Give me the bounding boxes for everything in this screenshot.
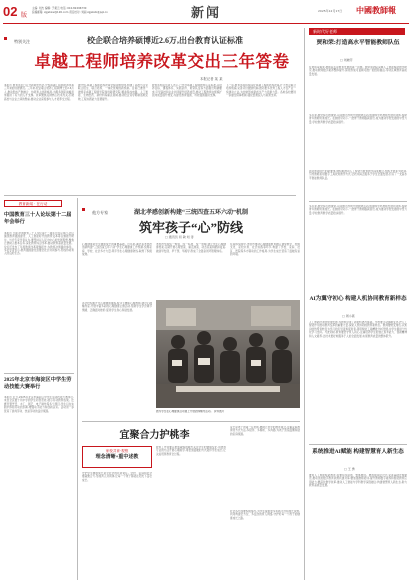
bullet-icon (4, 37, 7, 40)
sidebar-bottom-body: 推进人工智能赋能教育,需要系统谋划、整体推进。要加强顶层设计,完善基础设施建设,推动优质数字教育资源共建共享;要加强教师培训,提升教师数字素养和智能教育应用能力;要深化教学改革,推动人工智能与学科教学深度融合,构建智慧育人新生态,助力教育高质量发展。 (309, 474, 407, 488)
top-story-headline: 卓越工程师培养改革交出三年答卷 (34, 52, 290, 71)
editor-info-line2: 投稿邮箱: zgjsbxw@126.com 责任校对: 刘丽 zgjsbxb@jsjz.cn (32, 10, 108, 14)
page-unit: 版 (21, 12, 28, 19)
page-number: 02 (3, 4, 18, 19)
quote-text: 理念清晰+重中述教 (95, 455, 139, 460)
sidebar-top-body3: 面对智能时代的新要求,她积极推动人工智能与教育教学深度融合,组织开展系列培训,引导教师善用数字工具改进教学方式,让技术真正服务于学生全面发展,打造了一支高水平智能教师队伍。 (309, 170, 407, 180)
sidebar-bottom-byline: □ 王 勇 (344, 467, 355, 471)
paper-name: 中國教師報 (356, 6, 396, 15)
sidebar-top-byline: □ 刘晓芳 (340, 58, 353, 62)
sidebar-top-headline-text: 贾和荣:打造高水平智能教师队伍 (316, 40, 400, 46)
classroom-photo (156, 300, 300, 408)
center-story-byline: □ 通讯员 何 敏 刘 涛 (165, 235, 194, 239)
sidebar-top-body2: 多年来,她坚持扎根课堂,以问题为导向开展教研活动,组建跨学科教师发展共同体,帮助青年教师快速成长。在她的带动下,一批骨干教师脱颖而出,成为推动学校发展的中坚力量,学校教育教学质量稳步提升。 (309, 114, 407, 124)
center-story-col3-top: 在具体实践中,孝感市推动心理健康教育融入课堂教学、校园文化、家校共育、社会实践等环节,构建了学校、家庭、社区、医院等多方联动的工作格局,为学生成长营造了温暖有爱的环境。 (230, 243, 300, 257)
center-story-kicker: 湖北孝感创新构建“三统四查五环六动”机制 (133, 210, 248, 216)
left-column-divider (4, 373, 74, 374)
section-title: 新闻 (190, 5, 221, 20)
center-story-col2-top: 孝感市坚持统一规划、统一标准、统一管理,建立学生心理健康档案,定期开展心理普查、重点排查、动态巡查和跟踪复查,做到早发现、早干预、早疏导,形成了全链条闭环管理体系。 (156, 243, 226, 253)
masthead-rule (3, 23, 409, 24)
editor-info (32, 7, 182, 14)
sidebar-mid-body: 人工智能技术的快速发展,为教育带来了新的机遇与挑战。学校要主动拥抱变化,把人工智能作为推动教育变革的重要力量,探索人机协同的教育新样态。教师要转变角色,从知识的传授者转变为学习的引导者和促进者,善用智能工具精准分析学情,为学生提供个性化学习支持。与此同时,教育要坚守育人初心,注重培养学生的独立思考能力、创新精神和人文素养,让技术更好地服务于人的全面发展,实现教育质量的整体跃升。 (309, 321, 407, 338)
top-story-divider (4, 195, 296, 196)
top-story-col1: 本报讯 教育部近日召开新闻发布会,介绍卓越工程师培养改革三年来的进展情况。三年来,校企联合培养工程硕博士近2.6万人,推动形成产教融合、协同育人的新格局,为服务国家战略需求提供了有力的人才支撑。改革聚焦关键核心技术攻关,打破高校与企业之间的壁垒,推动企业深度参与人才培养全过程。 (4, 84, 74, 101)
center-bottom-col1: 守护学生健康成长是全社会的共同责任。学校、家庭和社会要凝聚合力,形成育人共同体,让每一个孩子都能在阳光下茁壮成长。 (82, 472, 152, 482)
left-column-vertical-rule (77, 198, 78, 580)
center-story-col1-top: 心理健康是学生健康成长的重要基础。近年来,湖北省孝感市创新构建“三统四查五环六动”学生心理健康工作机制,统筹家庭、学校、社会多方力量,筑牢学生心理健康防线,取得了积极成效。 (82, 243, 152, 257)
center-bottom-col4: 社会各方面要积极参与,为学生提供更多实践平台和成长资源,共同构建全方位、多层次的育人网络,守护好每一个孩子的健康成长之路。 (230, 510, 300, 520)
editor-info-line1: 主编: 刘杰 编辑: 于素云 电话: 010-82296730 (32, 7, 87, 10)
sidebar-top-headline (309, 40, 407, 48)
sidebar-mid-byline: □ 周小燕 (342, 314, 355, 318)
center-story-col1-bottom: 各学校积极开设心理健康课程,配齐专兼职心理教师,建设心理辅导室,开展丰富多彩的心理健康主题活动,帮助学生学会调节情绪、正确面对挫折,促进学生身心和谐发展。 (82, 302, 152, 312)
top-story-col4: 下一步,教育部将持续深化卓越工程师培养改革,扩大校企联合培养规模,完善评价激励机制,推动更多优秀工程人才在产业一线建功立业,为加快形成新质生产力贡献力量。各地各校要进一步健全保障机制,强化经费投入与政策支持。 (226, 84, 296, 98)
sidebar-top-tag-label: 新时代好老师 (313, 29, 337, 34)
left-column-kicker-2: 2025年北京市海淀区中学生劳动技能大赛举行 (4, 377, 72, 390)
masthead (0, 0, 412, 30)
sidebar-top-tag (309, 28, 405, 35)
issue-date: 2025年12月17日 (318, 9, 343, 13)
left-column-tag (4, 200, 62, 207)
center-story-tag-label: 他方专家 (92, 210, 109, 215)
sidebar-bottom-headline: 系统推进AI赋能 构建智慧育人新生态 (312, 449, 404, 455)
left-column-kicker: 中国教育三十人论坛第十二届年会举行 (4, 212, 72, 225)
quote-kicker: 家校共育·观察 (105, 449, 129, 453)
top-story-kicker: 校企联合培养硕博近2.6万,出台教育认证标准 (87, 36, 243, 45)
top-story-byline: 本报记者 某 某 (200, 77, 223, 81)
top-story-tag (4, 28, 30, 47)
sidebar-mid-divider (309, 201, 407, 202)
classroom-photo-image (156, 300, 300, 408)
center-bottom-col2: 教育工作者要以更加敏锐的眼光关注学生的情绪变化,用更加专业的方法开展心理疏导,用更加温暖的方式陪伴学生成长,让关爱贯穿教育全过程。 (156, 446, 226, 456)
center-story-divider (82, 421, 300, 422)
photo-caption: 图为学生在心理健康活动课上开展团体辅导活动。 资料图片 (156, 410, 225, 413)
center-bottom-col3: 家长是孩子的第一任老师,要树立科学的教育观念,注重家庭教育的方式方法,多陪伴、多倾听、多沟通,为孩子营造温馨和谐的家庭氛围。 (230, 426, 300, 436)
quote-box (82, 446, 152, 468)
left-column-body: 本报讯 日前,中国教育三十人论坛第十二届年会在京举行,会议围绕教育强国建设、人工智能时代的教育变革等议题展开研讨。与会专家学者认为,要坚持以人民为中心的发展思想,聚焦立德树人根本任务,深化教育综合改革,推动教育高质量发展。论坛还发布了年度教育改革观察报告,为教育决策提供参考。多位学者表示,教育强国建设需要全社会共同参与,形成协同育人的良好生态。 (4, 232, 74, 256)
center-bottom-headline: 宜聚合力护桃李 (119, 430, 190, 441)
top-story-col3: 教育部相关负责人表示,已出台卓越工程师教育认证标准,从培养目标、课程体系、实践条件、师资队伍等方面提出明确要求,引导高校和企业共同提升培养质量,推动工程教育由规模扩张向质量提升转变,为建设教育强国、科技强国提供支撑。 (152, 84, 222, 98)
page-number-box (3, 4, 33, 20)
sidebar-bottom-divider (309, 444, 407, 445)
left-column-body-2: 本报讯 近日,2025年北京市海淀区中学生劳动技能大赛举行,来自全区数十所中学的学生同台竞技,展示劳动教育成果。比赛设置烹饪、木工、园艺、电子制作等多个项目,学生们在实践中体验劳动的乐趣,增强动手能力和创新意识。活动进一步营造了崇尚劳动、热爱劳动的良好氛围。 (4, 396, 74, 413)
left-column-tag-label: 教育新闻 · 在行动 (18, 202, 48, 206)
center-story-headline: 筑牢孩子“心”防线 (138, 220, 243, 235)
top-story-col2: 据介绍,卓越工程师培养改革坚持问题导向,构建了高校与企业联合招生、联合培养、一体化管理的新机制。目前已遴选一批国家卓越工程师学院和创新研究院,覆盖集成电路、人工智能、生物医药、新材料等重点领域,推动校企双导师制落地见效,工程实践能力显著提升。 (78, 84, 148, 101)
top-story-tag-label: 特别关注 (14, 39, 31, 44)
sidebar-mid-body-top: 多年来,她坚持扎根课堂,以问题为导向开展教研活动,组建跨学科教师发展共同体,帮助青年教师快速成长。在她的带动下,一批骨干教师脱颖而出,成为推动学校发展的中坚力量,学校教育教学质量稳步提升。 (309, 205, 407, 215)
sidebar-mid-headline: AI为翼守初心 构建人机协同教育新样态 (309, 296, 407, 302)
sidebar-divider-vertical (304, 28, 305, 580)
sidebar-top-body1: 在贾和荣看来,教师队伍是教育发展的第一资源。她带领团队深耕人工智能赋能教学研究,推动教师数字素养整体提升,探索形成可复制可推广的经验做法,带动区域教育高质量发展。 (309, 66, 407, 76)
